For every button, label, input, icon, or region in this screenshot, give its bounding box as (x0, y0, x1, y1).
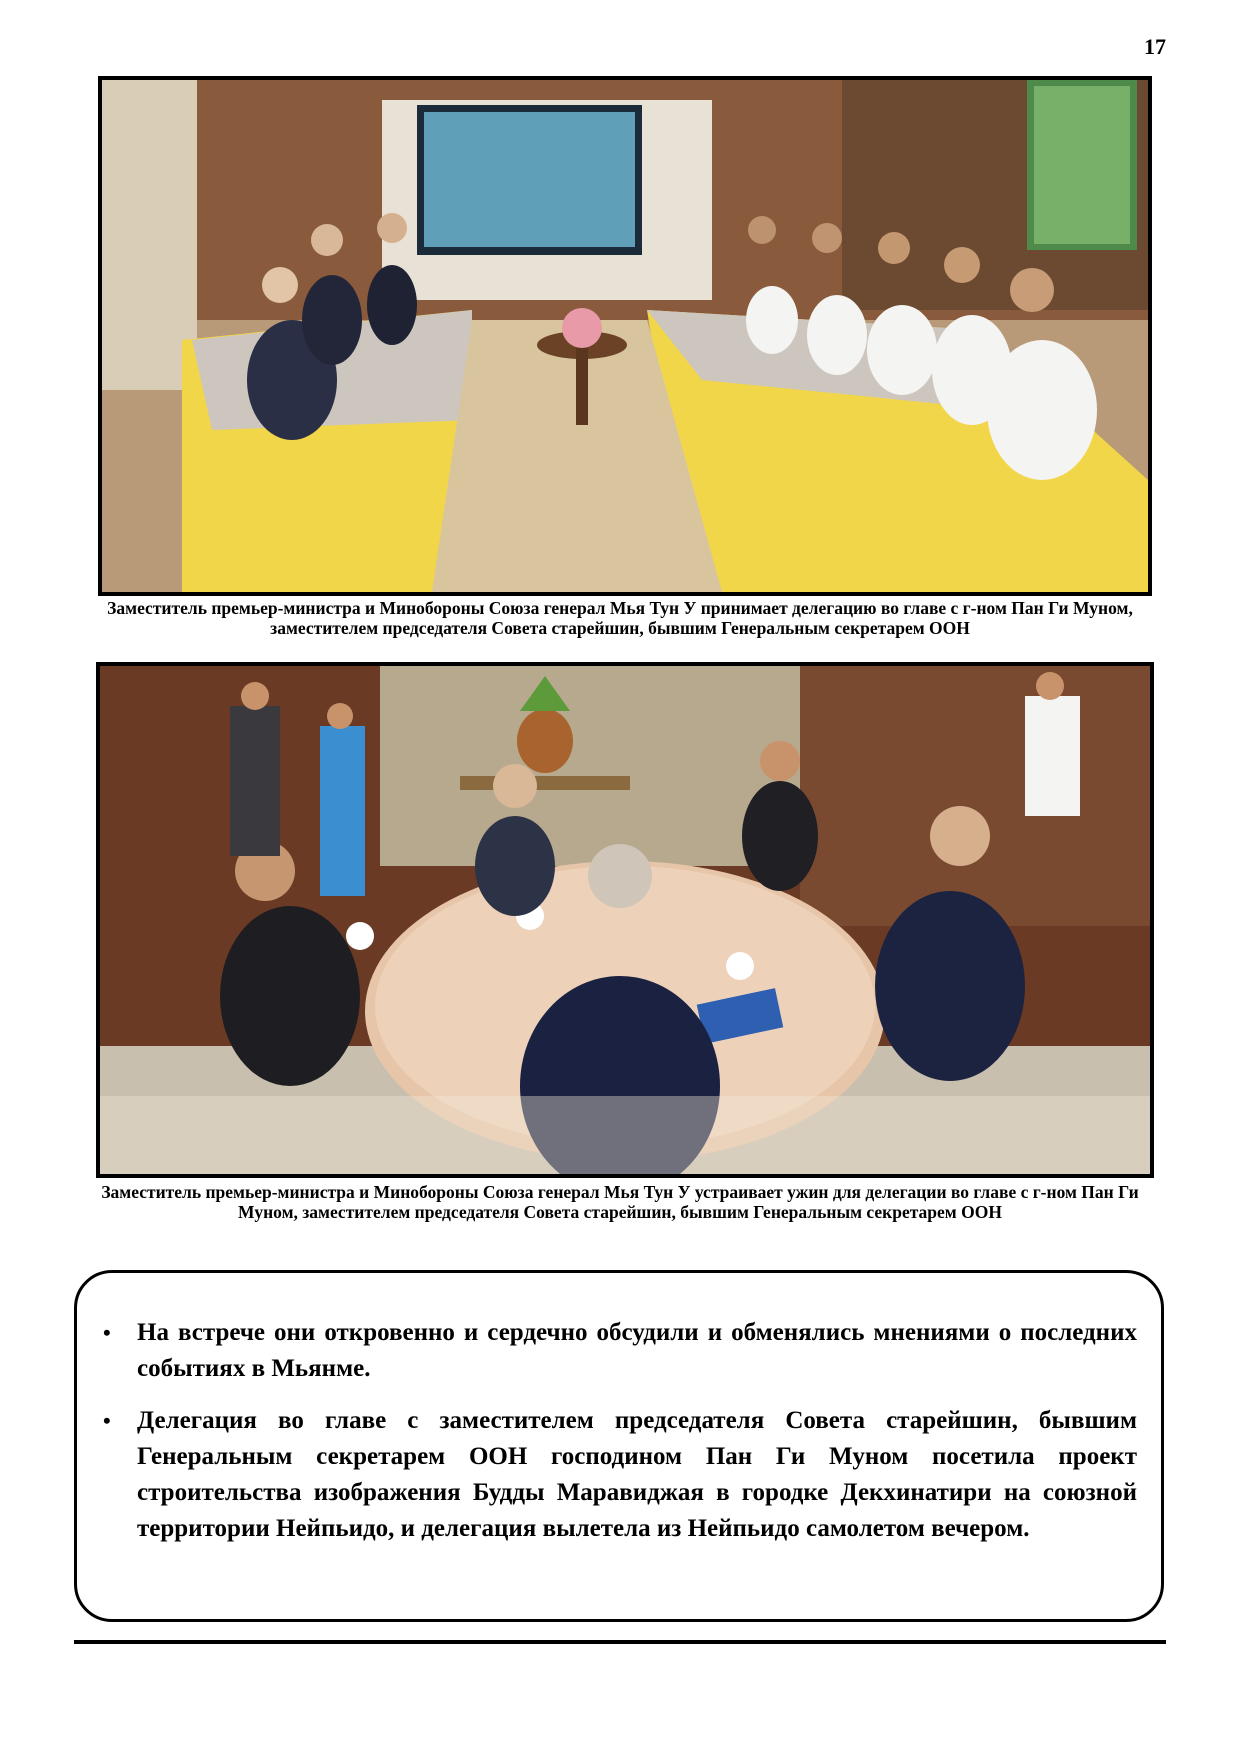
page-number: 17 (1144, 34, 1166, 59)
meeting-caption: Заместитель премьер-министра и Минобороны Союза генерал Мья Тун У принимает делегацию во главе с г-ном Пан Ги Муном, заместителем председателя Совета старейшин, бывшим Генеральным секретарем ООН (107, 598, 1133, 638)
bullet-icon: • (103, 1408, 111, 1433)
summary-item-text: На встрече они откровенно и сердечно обсудили и обменялись мнениями о последних событиях в Мьянме. (137, 1319, 1137, 1382)
footer-divider (74, 1640, 1166, 1644)
meeting-photo-illustration (102, 80, 1148, 592)
dinner-photo (96, 662, 1154, 1178)
summary-box (74, 1270, 1164, 1622)
dinner-photo-illustration (100, 666, 1150, 1174)
summary-item (103, 1403, 1137, 1547)
summary-item (103, 1315, 1137, 1387)
dinner-caption: Заместитель премьер-министра и Минобороны Союза генерал Мья Тун У устраивает ужин для делегации во главе с г-ном Пан Ги Муном, заместителем председателя Совета старейшин, бывшим Генеральным секретарем ООН (101, 1182, 1139, 1222)
summary-item-text: Делегация во главе с заместителем председателя Совета старейшин, бывшим Генеральным секретарем ООН господином Пан Ги Муном посетила проект строительства изображения Будды Маравиджая в городке Декхинатири на союзной территории Нейпьидо, и делегация вылетела из Нейпьидо самолетом вечером. (137, 1407, 1137, 1542)
meeting-photo (98, 76, 1152, 596)
bullet-icon: • (103, 1320, 111, 1345)
summary-list (77, 1273, 1161, 1547)
